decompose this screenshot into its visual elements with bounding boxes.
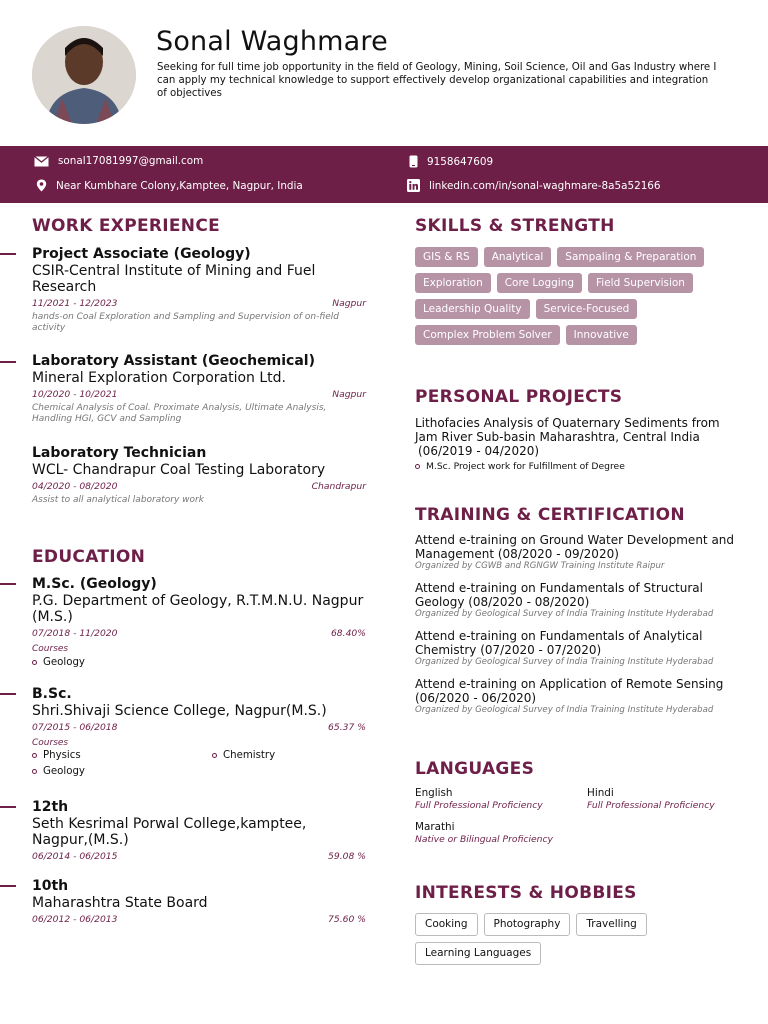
education-score: 75.60 % bbox=[328, 914, 366, 925]
skill-chip: Innovative bbox=[566, 325, 637, 345]
courses-label: Courses bbox=[32, 644, 69, 654]
training-name: Attend e-training on Fundamentals of Analytical Chemistry (07/2020 - 07/2020) bbox=[415, 629, 703, 657]
job-description: hands-on Coal Exploration and Sampling and Supervision of on-field activity bbox=[32, 312, 339, 333]
course-item bbox=[32, 750, 212, 761]
training-name: Attend e-training on Fundamentals of Structural Geology (08/2020 - 08/2020) bbox=[415, 581, 703, 609]
degree-title: 10th bbox=[32, 878, 69, 894]
job-entry bbox=[32, 353, 366, 425]
language-level: Native or Bilingual Proficiency bbox=[415, 834, 553, 845]
education-heading: EDUCATION bbox=[32, 547, 146, 567]
language-level: Full Professional Proficiency bbox=[587, 800, 715, 811]
work-experience-heading: WORK EXPERIENCE bbox=[32, 216, 221, 236]
degree-title: B.Sc. bbox=[32, 686, 72, 702]
skill-chip: Exploration bbox=[415, 273, 491, 293]
skill-chip: GIS & RS bbox=[415, 247, 478, 267]
hobby-chip: Photography bbox=[484, 913, 571, 936]
envelope-icon bbox=[34, 156, 49, 167]
contact-address bbox=[36, 179, 303, 192]
education-score: 65.37 % bbox=[328, 722, 366, 733]
training-heading: TRAINING & CERTIFICATION bbox=[415, 505, 685, 525]
language-name: Hindi bbox=[587, 787, 614, 799]
bullet-icon bbox=[415, 464, 420, 469]
language-name: Marathi bbox=[415, 821, 455, 833]
school-name: Seth Kesrimal Porwal College,kamptee, Nagpur,(M.S.) bbox=[32, 816, 307, 848]
degree-title: 12th bbox=[32, 799, 69, 815]
contact-phone[interactable] bbox=[409, 155, 493, 168]
education-dates: 06/2012 - 06/2013 bbox=[32, 914, 118, 925]
training-organizer: Organized by CGWB and RGNGW Training Institute Raipur bbox=[415, 561, 665, 571]
timeline-tick bbox=[0, 583, 16, 585]
course-item bbox=[32, 657, 366, 668]
job-location: Nagpur bbox=[332, 389, 366, 400]
linkedin-text: linkedin.com/in/sonal-waghmare-8a5a52166 bbox=[429, 179, 661, 192]
degree-title: M.Sc. (Geology) bbox=[32, 576, 157, 592]
profile-summary: Seeking for full time job opportunity in the field of Geology, Mining, Soil Science, Oil and Gas Industry where I can apply my technical knowledge to support effectively develop organizational capabilities and integration of objectives bbox=[157, 62, 717, 100]
training-organizer: Organized by Geological Survey of India Training Institute Hyderabad bbox=[415, 705, 714, 715]
job-meta bbox=[32, 389, 366, 401]
timeline-tick bbox=[0, 253, 16, 255]
job-entry bbox=[32, 445, 366, 506]
interests-heading: INTERESTS & HOBBIES bbox=[415, 883, 637, 903]
hobby-chip: Travelling bbox=[576, 913, 646, 936]
course-name: Physics bbox=[43, 750, 81, 761]
hobby-chip: Cooking bbox=[415, 913, 478, 936]
job-company: WCL- Chandrapur Coal Testing Laboratory bbox=[32, 462, 326, 478]
training-organizer: Organized by Geological Survey of India Training Institute Hyderabad bbox=[415, 657, 714, 667]
course-item bbox=[32, 766, 212, 777]
training-entry bbox=[415, 581, 740, 620]
language-name: English bbox=[415, 787, 453, 799]
job-description: Assist to all analytical laboratory work bbox=[32, 495, 204, 505]
school-name: Maharashtra State Board bbox=[32, 895, 208, 911]
contact-email[interactable] bbox=[34, 155, 203, 167]
training-name: Attend e-training on Ground Water Development and Management (08/2020 - 09/2020) bbox=[415, 533, 735, 561]
projects-heading: PERSONAL PROJECTS bbox=[415, 387, 623, 407]
timeline-tick bbox=[0, 885, 16, 887]
education-dates: 07/2018 - 11/2020 bbox=[32, 628, 118, 639]
training-entry bbox=[415, 677, 740, 716]
skill-chip: Core Logging bbox=[497, 273, 582, 293]
address-text: Near Kumbhare Colony,Kamptee, Nagpur, India bbox=[56, 179, 303, 192]
job-company: CSIR-Central Institute of Mining and Fuel Research bbox=[32, 263, 316, 295]
courses-label: Courses bbox=[32, 738, 69, 748]
language-entry bbox=[415, 821, 745, 846]
location-pin-icon bbox=[36, 179, 47, 192]
education-meta bbox=[32, 722, 366, 734]
education-meta bbox=[32, 628, 366, 640]
course-name: Geology bbox=[43, 657, 85, 668]
skills-list bbox=[415, 247, 745, 345]
job-title: Laboratory Assistant (Geochemical) bbox=[32, 353, 315, 369]
candidate-name: Sonal Waghmare bbox=[156, 26, 388, 57]
education-meta bbox=[32, 914, 366, 926]
job-location: Nagpur bbox=[332, 298, 366, 309]
linkedin-icon bbox=[407, 179, 420, 192]
language-entry bbox=[587, 787, 747, 812]
job-dates: 10/2020 - 10/2021 bbox=[32, 389, 118, 400]
skill-chip: Sampaling & Preparation bbox=[557, 247, 704, 267]
training-entry bbox=[415, 629, 740, 668]
job-location: Chandrapur bbox=[311, 481, 366, 492]
project-bullet bbox=[415, 461, 745, 472]
timeline-tick bbox=[0, 693, 16, 695]
school-name: P.G. Department of Geology, R.T.M.N.U. Nagpur (M.S.) bbox=[32, 593, 364, 625]
skill-chip: Complex Problem Solver bbox=[415, 325, 560, 345]
hobby-chip: Learning Languages bbox=[415, 942, 541, 965]
education-entry bbox=[32, 686, 366, 777]
resume-header bbox=[0, 0, 768, 146]
education-score: 68.40% bbox=[330, 628, 366, 639]
job-entry bbox=[32, 246, 366, 334]
job-description: Chemical Analysis of Coal. Proximate Analysis, Ultimate Analysis, Handling HGI, GCV and Sampling bbox=[32, 403, 327, 424]
timeline-tick bbox=[0, 361, 16, 363]
bullet-icon bbox=[212, 753, 217, 758]
timeline-tick bbox=[0, 806, 16, 808]
job-title: Project Associate (Geology) bbox=[32, 246, 251, 262]
education-score: 59.08 % bbox=[328, 851, 366, 862]
job-meta bbox=[32, 481, 366, 493]
training-entry bbox=[415, 533, 740, 572]
job-title: Laboratory Technician bbox=[32, 445, 207, 461]
bullet-icon bbox=[32, 769, 37, 774]
skill-chip: Service-Focused bbox=[536, 299, 638, 319]
education-entry bbox=[32, 799, 366, 863]
education-meta bbox=[32, 851, 366, 863]
phone-text: 9158647609 bbox=[427, 155, 494, 168]
language-level: Full Professional Proficiency bbox=[415, 800, 543, 811]
course-list bbox=[32, 750, 366, 777]
job-meta bbox=[32, 298, 366, 310]
education-dates: 06/2014 - 06/2015 bbox=[32, 851, 118, 862]
job-dates: 11/2021 - 12/2023 bbox=[32, 298, 118, 309]
email-text: sonal17081997@gmail.com bbox=[58, 155, 204, 167]
phone-icon bbox=[409, 155, 418, 168]
school-name: Shri.Shivaji Science College, Nagpur(M.S.) bbox=[32, 703, 327, 719]
education-entry bbox=[32, 878, 366, 926]
training-list bbox=[415, 533, 740, 725]
bullet-icon bbox=[32, 753, 37, 758]
languages-heading: LANGUAGES bbox=[415, 759, 535, 779]
course-item bbox=[212, 750, 362, 761]
bullet-icon bbox=[32, 660, 37, 665]
skill-chip: Leadership Quality bbox=[415, 299, 530, 319]
job-dates: 04/2020 - 08/2020 bbox=[32, 481, 118, 492]
contact-bar bbox=[0, 146, 768, 203]
training-name: Attend e-training on Application of Remote Sensing (06/2020 - 06/2020) bbox=[415, 677, 724, 705]
skills-heading: SKILLS & STRENGTH bbox=[415, 216, 615, 236]
course-name: Geology bbox=[43, 766, 85, 777]
hobbies-list bbox=[415, 913, 715, 965]
education-dates: 07/2015 - 06/2018 bbox=[32, 722, 118, 733]
training-organizer: Organized by Geological Survey of India Training Institute Hyderabad bbox=[415, 609, 714, 619]
skill-chip: Analytical bbox=[484, 247, 552, 267]
profile-photo bbox=[32, 26, 136, 124]
contact-linkedin[interactable] bbox=[407, 179, 661, 192]
project-entry bbox=[415, 416, 745, 472]
skill-chip: Field Supervision bbox=[588, 273, 693, 293]
course-name: Chemistry bbox=[223, 750, 276, 761]
education-entry bbox=[32, 576, 366, 668]
project-bullet-text: M.Sc. Project work for Fulfillment of Degree bbox=[426, 461, 625, 472]
job-company: Mineral Exploration Corporation Ltd. bbox=[32, 370, 286, 386]
project-name: Lithofacies Analysis of Quaternary Sediments from Jam River Sub-basin Maharashtra, Central India bbox=[415, 416, 720, 444]
project-dates: (06/2019 - 04/2020) bbox=[418, 444, 540, 458]
